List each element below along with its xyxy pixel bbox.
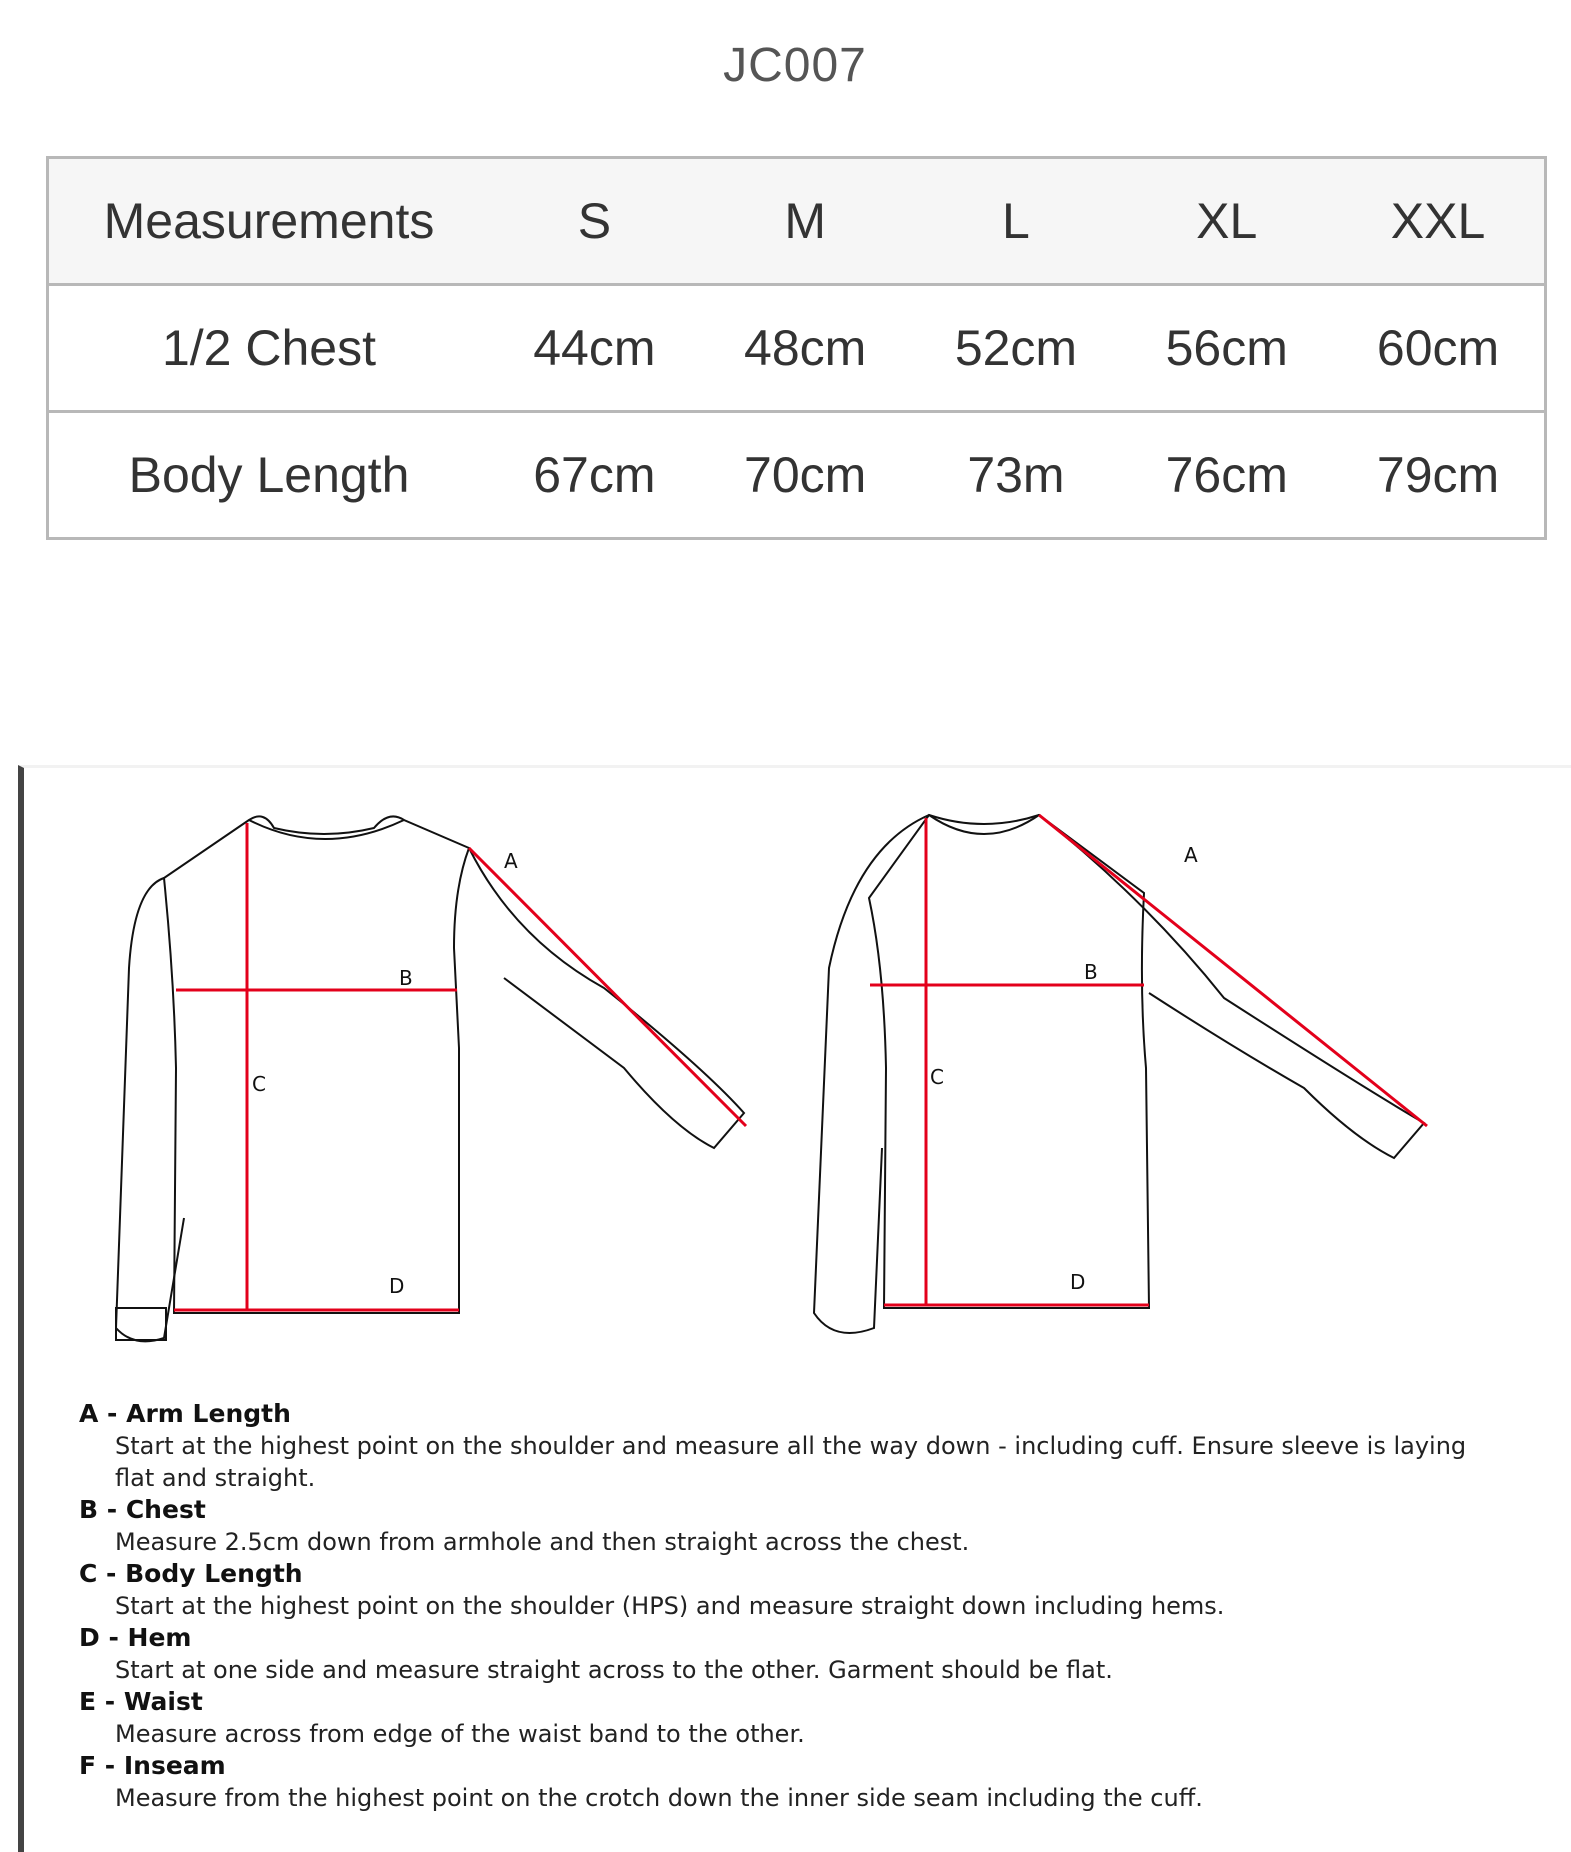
front-body-outline <box>164 816 469 1313</box>
product-code: JC007 <box>723 39 867 92</box>
header-size-xxl: XXL <box>1332 158 1545 285</box>
garment-diagrams <box>24 768 1571 1408</box>
table-cell: 48cm <box>700 285 911 412</box>
header-size-xl: XL <box>1121 158 1332 285</box>
definition-title: E - Waist <box>79 1687 203 1716</box>
tshirt-front-diagram <box>116 816 744 1341</box>
row-label: Body Length <box>48 412 490 539</box>
definition-hem <box>79 1622 1479 1686</box>
measurement-guide-panel <box>18 765 1571 1852</box>
front-label-b: B <box>399 966 413 990</box>
table-cell: 76cm <box>1121 412 1332 539</box>
definition-arm-length <box>79 1398 1479 1494</box>
table-cell: 67cm <box>489 412 700 539</box>
definition-body-length <box>79 1558 1479 1622</box>
raglan-left-sleeve <box>814 815 929 1333</box>
header-measurements: Measurements <box>48 158 490 285</box>
definition-waist <box>79 1686 1479 1750</box>
table-row-body-length <box>48 412 1546 539</box>
front-neck-ribbing <box>249 820 404 839</box>
raglan-body-outline <box>869 815 1149 1308</box>
table-row-chest <box>48 285 1546 412</box>
definition-text: Start at the highest point on the shoulder and measure all the way down - including cuff. Ensure sleeve is laying flat and straight. <box>115 1432 1467 1492</box>
size-chart-table <box>46 156 1547 540</box>
front-label-a: A <box>504 849 518 873</box>
table-cell: 52cm <box>911 285 1122 412</box>
header-size-s: S <box>489 158 700 285</box>
definition-inseam <box>79 1750 1479 1814</box>
front-label-c: C <box>252 1072 266 1096</box>
definition-title: B - Chest <box>79 1495 206 1524</box>
table-cell: 79cm <box>1332 412 1545 539</box>
header-size-m: M <box>700 158 911 285</box>
definition-text: Start at one side and measure straight across to the other. Garment should be flat. <box>115 1656 1113 1684</box>
measurement-lines <box>174 815 1427 1310</box>
measurement-definitions <box>79 1398 1479 1814</box>
front-right-sleeve <box>469 848 744 1148</box>
table-cell: 44cm <box>489 285 700 412</box>
header-size-l: L <box>911 158 1122 285</box>
front-arm-length-line <box>469 848 746 1126</box>
tshirt-raglan-diagram <box>814 815 1424 1333</box>
definition-title: A - Arm Length <box>79 1399 291 1428</box>
row-label: 1/2 Chest <box>48 285 490 412</box>
table-cell: 56cm <box>1121 285 1332 412</box>
raglan-label-b: B <box>1084 960 1098 984</box>
raglan-label-a: A <box>1184 843 1198 867</box>
raglan-label-d: D <box>1070 1270 1086 1294</box>
raglan-label-c: C <box>930 1065 944 1089</box>
definition-title: F - Inseam <box>79 1751 226 1780</box>
table-header-row <box>48 158 1546 285</box>
definition-title: C - Body Length <box>79 1559 303 1588</box>
table-cell: 70cm <box>700 412 911 539</box>
definition-text: Start at the highest point on the shoulder (HPS) and measure straight down including hems. <box>115 1592 1225 1620</box>
definition-chest <box>79 1494 1479 1558</box>
definition-text: Measure from the highest point on the crotch down the inner side seam including the cuff. <box>115 1784 1203 1812</box>
table-cell: 73m <box>911 412 1122 539</box>
table-cell: 60cm <box>1332 285 1545 412</box>
definition-title: D - Hem <box>79 1623 192 1652</box>
front-label-d: D <box>389 1274 405 1298</box>
definition-text: Measure across from edge of the waist band to the other. <box>115 1720 805 1748</box>
definition-text: Measure 2.5cm down from armhole and then straight across the chest. <box>115 1528 970 1556</box>
